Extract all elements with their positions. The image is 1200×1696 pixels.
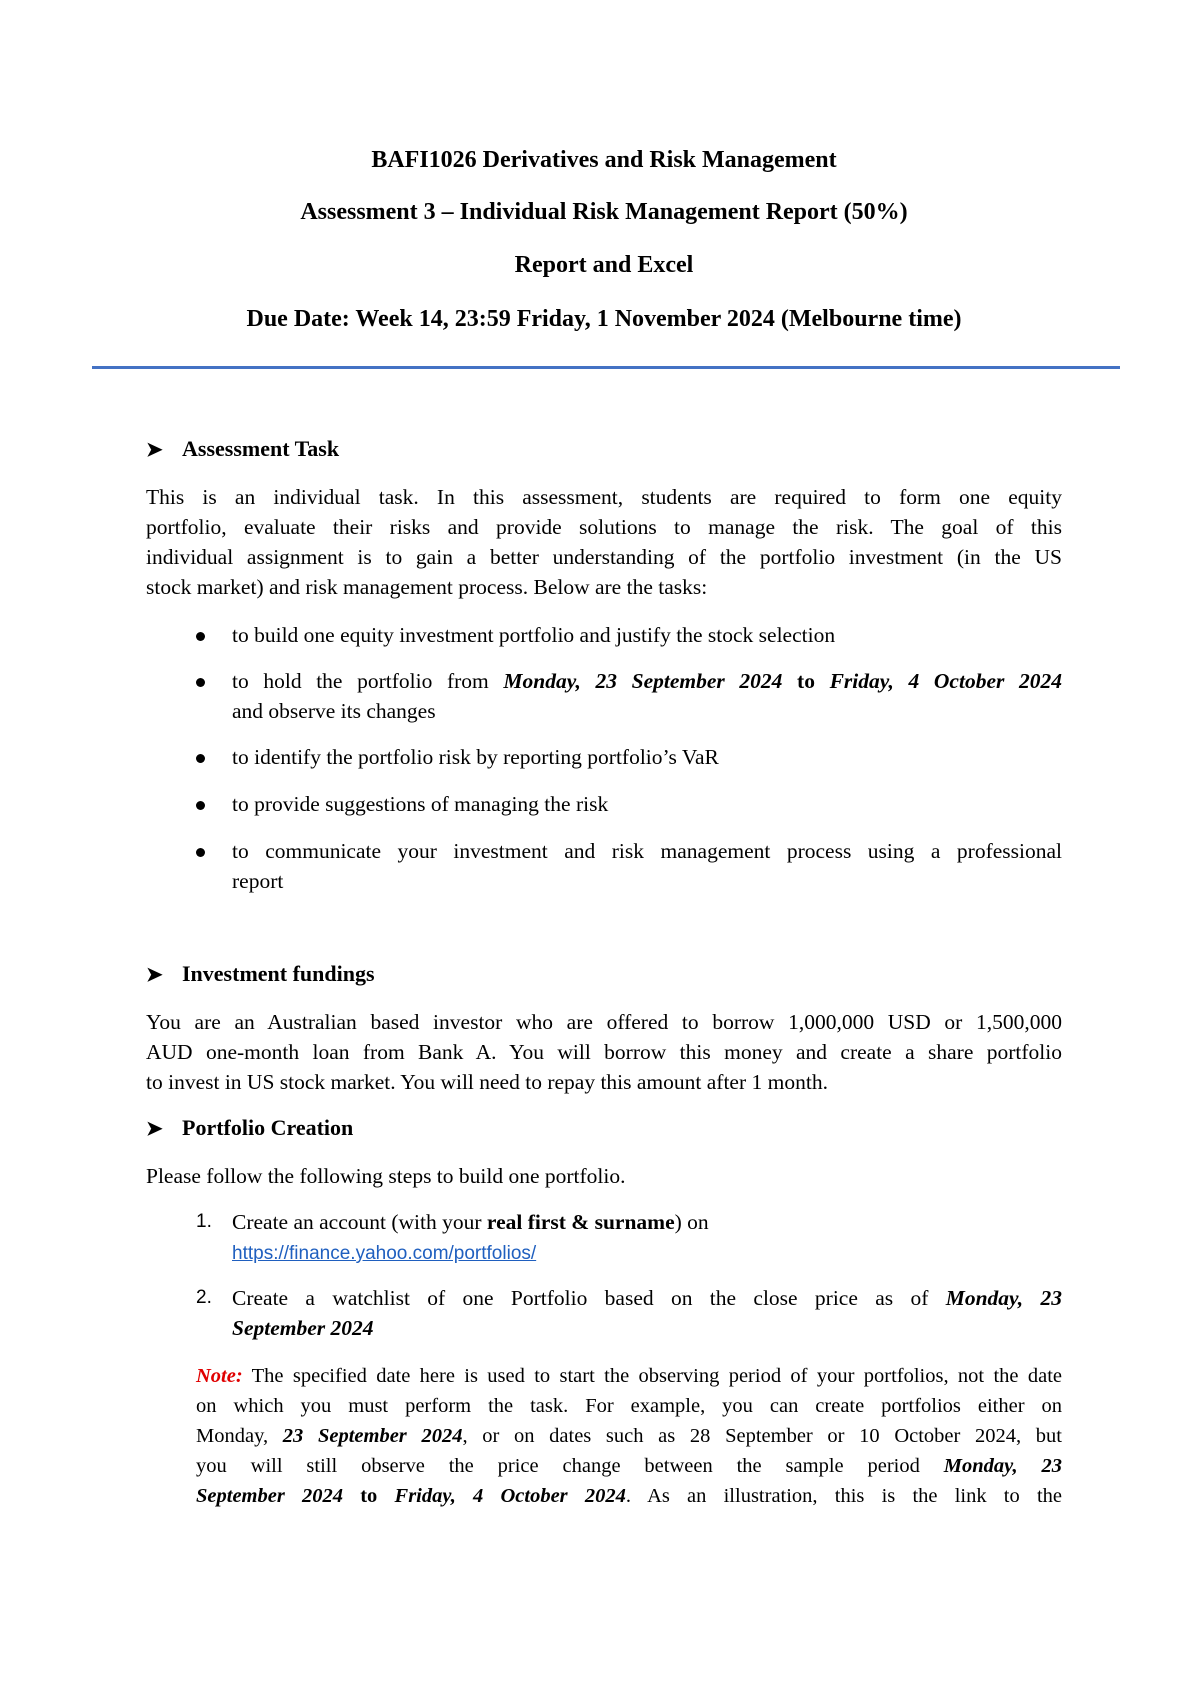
step-number: 1. (196, 1211, 212, 1232)
step-text (232, 1207, 1062, 1237)
bullet-text-segment: to (782, 669, 830, 693)
paragraph-line: This is an individual task. In this assessment, students are required to form one equity (146, 485, 1062, 509)
assessment-title: Assessment 3 – Individual Risk Management Report (50%) (300, 199, 908, 225)
paragraph-line: individual assignment is to gain a better understanding of the portfolio investment (in the US (146, 545, 1062, 569)
step-number: 2. (196, 1287, 212, 1308)
note-text-segment: to (343, 1485, 395, 1507)
paragraph-line: AUD one-month loan from Bank A. You will borrow this money and create a share portfolio (146, 1040, 1062, 1064)
paragraph-line: You are an Australian based investor who are offered to borrow 1,000,000 USD or 1,500,000 (146, 1010, 1062, 1034)
bullet-text-segment: to hold the portfolio from (232, 669, 504, 693)
step-text (232, 1313, 1062, 1343)
note-line (196, 1361, 1062, 1391)
section-heading-investment-fundings (146, 960, 375, 989)
note-line: on which you must perform the task. For example, you can create portfolios either on (196, 1395, 1062, 1417)
note-label: Note: (196, 1365, 243, 1387)
emphasis-real-name: real first & surname (486, 1210, 675, 1234)
bullet-text: and observe its changes (232, 699, 436, 723)
section-heading-portfolio-creation (146, 1114, 353, 1143)
heading-text: Assessment Task (182, 436, 340, 461)
note-date: Friday, 4 October 2024 (394, 1485, 626, 1507)
disc-bullet-icon (196, 801, 205, 810)
watchlist-date: September 2024 (232, 1316, 374, 1340)
arrow-bullet-icon: ➤ (146, 439, 163, 461)
bullet-text (232, 666, 1062, 696)
note-date: September 2024 (196, 1485, 344, 1507)
portfolio-creation-intro (146, 1161, 1062, 1191)
note-date: Monday, 23 (943, 1455, 1062, 1477)
yahoo-finance-portfolios-link[interactable]: https://finance.yahoo.com/portfolios/ (232, 1243, 537, 1264)
header-divider (92, 366, 1120, 369)
step-text-segment: ) on (674, 1210, 709, 1234)
arrow-bullet-icon: ➤ (146, 1118, 163, 1140)
note-line (196, 1451, 1062, 1481)
due-date: Due Date: Week 14, 23:59 Friday, 1 November 2024 (Melbourne time) (246, 306, 962, 332)
heading-text: Investment fundings (182, 961, 375, 986)
bullet-text: to communicate your investment and risk management process using a professional (232, 839, 1062, 863)
heading-text: Portfolio Creation (182, 1115, 354, 1140)
bullet-text: to identify the portfolio risk by reporting portfolio’s VaR (232, 745, 719, 769)
arrow-bullet-icon: ➤ (146, 964, 163, 986)
note-text-segment: The specified date here is used to start the observing period of your portfolios, not the date (242, 1365, 1062, 1387)
paragraph-line: Please follow the following steps to build one portfolio. (146, 1164, 626, 1188)
paragraph-line: to invest in US stock market. You will need to repay this amount after 1 month. (146, 1070, 828, 1094)
paragraph-line: stock market) and risk management process. Below are the tasks: (146, 575, 708, 599)
section-heading-assessment-task (146, 435, 339, 464)
disc-bullet-icon (196, 754, 205, 763)
note-text-segment: you will still observe the price change between the sample period (196, 1455, 944, 1477)
note-date: 23 September 2024 (282, 1425, 463, 1447)
start-date: Monday, 23 September 2024 (503, 669, 783, 693)
note-text-segment: , or on dates such as 28 September or 10 October 2024, but (462, 1425, 1062, 1447)
bullet-text: to build one equity investment portfolio and justify the stock selection (232, 623, 836, 647)
disc-bullet-icon (196, 632, 205, 641)
paragraph-line: portfolio, evaluate their risks and provide solutions to manage the risk. The goal of this (146, 515, 1062, 539)
step-text (232, 1283, 1062, 1313)
disc-bullet-icon (196, 848, 205, 857)
format-title: Report and Excel (514, 252, 694, 278)
note-text-segment: . As an illustration, this is the link to the (625, 1485, 1062, 1507)
assessment-task-paragraph (146, 482, 1062, 602)
step-link-line (232, 1237, 1062, 1269)
step-text-segment: Create a watchlist of one Portfolio based on the close price as of (232, 1286, 946, 1310)
watchlist-date: Monday, 23 (945, 1286, 1062, 1310)
disc-bullet-icon (196, 678, 205, 687)
note-line (196, 1421, 1062, 1451)
note-text-segment: Monday, (196, 1425, 283, 1447)
bullet-text: report (232, 869, 284, 893)
investment-fundings-paragraph (146, 1007, 1062, 1097)
end-date: Friday, 4 October 2024 (829, 669, 1062, 693)
note-line (196, 1481, 1062, 1511)
note-paragraph (196, 1361, 1062, 1511)
bullet-text: to provide suggestions of managing the risk (232, 792, 609, 816)
course-title: BAFI1026 Derivatives and Risk Management (371, 147, 837, 173)
step-text-segment: Create an account (with your (232, 1210, 487, 1234)
